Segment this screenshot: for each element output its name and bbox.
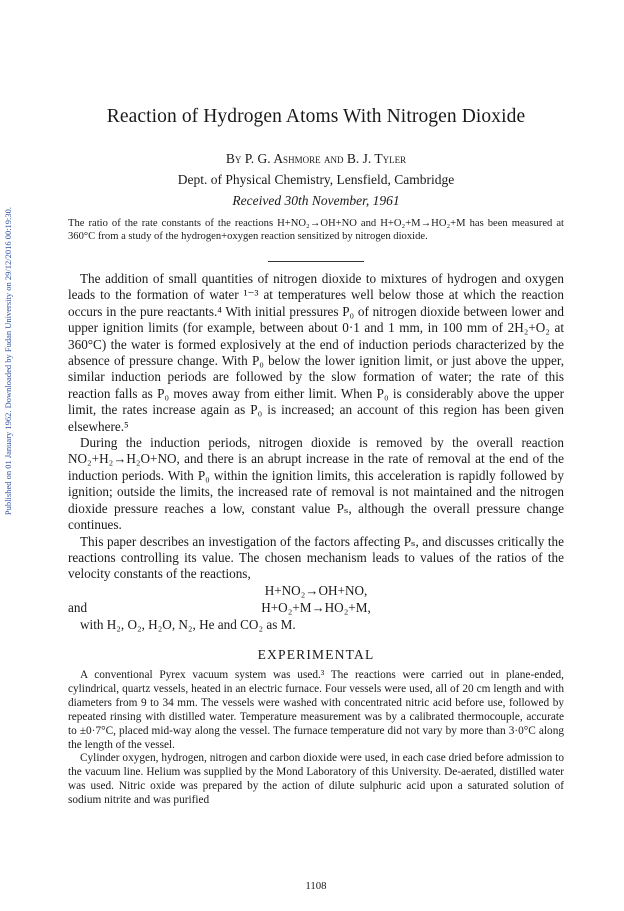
introduction [68, 271, 564, 633]
equation-2: H+O₂+M→HO₂+M, [261, 599, 371, 615]
experimental-section [68, 669, 564, 808]
page-number: 1108 [305, 880, 327, 892]
experimental-paragraph-1: A conventional Pyrex vacuum system was used.³ The reactions were carried out in plane-ended, cylindrical, quartz vessels, heated in an electric furnace. Four vessels were used, all of 20 cm length and with diameters from 9 to 34 mm. The vessels were washed with concentrated nitric acid before use, followed by repeated rinsing with distilled water. Temperature measurement was by a calibrated thermocouple, accurate to ±0·7°C, placed mid-way along the vessel. The furnace temperature did not vary by more than 3·0°C along the length of the vessel. [68, 669, 564, 751]
equation-1-line [68, 583, 564, 600]
experimental-paragraph-2: Cylinder oxygen, hydrogen, nitrogen and carbon dioxide were used, in each case dried before admission to the vacuum line. Helium was supplied by the Mond Laboratory of this University. De-aerated, distilled water was used. Nitric oxide was prepared by the action of dilute sulphuric acid upon a saturated solution of sodium nitrite and was purified [68, 752, 564, 807]
abstract: The ratio of the rate constants of the reactions H+NO₂→OH+NO and H+O₂+M→HO₂+M has been measured at 360°C from a study of the hydrogen+oxygen reaction sensitized by nitrogen dioxide. [68, 218, 564, 242]
affiliation: Dept. of Physical Chemistry, Lensfield, Cambridge [177, 172, 455, 187]
equation-1: H+NO₂→OH+NO, [264, 582, 368, 598]
paper-title: Reaction of Hydrogen Atoms With Nitrogen Dioxide [106, 106, 526, 127]
authors-names: P. G. Ashmore and B. J. Tyler [244, 151, 407, 166]
download-watermark: Published on 01 January 1962. Downloaded by Fudan University on 29/12/2016 00:19:30. [3, 206, 13, 516]
author-line [68, 151, 564, 167]
paragraph-2: During the induction periods, nitrogen dioxide is removed by the overall reaction NO₂+H₂→H₂O+NO, and there is an abrupt increase in the rate of removal at the end of the induction periods. With P₀ within the ignition limits, this acceleration is rapidly followed by ignition; outside the limits, the increased rate of removal is not maintained and the nitrogen dioxide pressure reaches a low, constant value Pₛ, although the overall pressure change continues. [68, 435, 564, 533]
equation-2-line [68, 600, 564, 617]
paragraph-1: The addition of small quantities of nitrogen dioxide to mixtures of hydrogen and oxygen leads to the formation of water ¹⁻³ at temperatures well below those at which the reaction occurs in the pure reactants.⁴ With initial pressures P₀ of nitrogen dioxide between lower and upper ignition limits (for example, between about 0·1 and 1 mm, in 100 mm of 2H₂+O₂ at 360°C) the water is formed explosively at the end of induction periods characterized by the absence of pressure change. With P₀ below the lower ignition limit, or just above the upper, similar induction periods are followed by the slow formation of water; the rate of this reaction falls as P₀ moves away from either limit. When P₀ is considerably above the upper limit, the rates increase again as P₀ is increased; an account of this region has been given elsewhere.⁵ [68, 271, 564, 434]
equation-tail: with H₂, O₂, H₂O, N₂, He and CO₂ as M. [80, 616, 296, 632]
paragraph-3: This paper describes an investigation of the factors affecting Pₛ, and discusses critically the reactions controlling its value. The chosen mechanism leads to values of the ratios of the velocity constants of the reactions, [68, 533, 564, 582]
section-heading: EXPERIMENTAL [257, 647, 375, 662]
section-divider [268, 261, 364, 262]
received-date: Received 30th November, 1961 [232, 193, 400, 208]
equation-2-label: and [68, 599, 88, 615]
authors-prefix: By [225, 151, 242, 166]
